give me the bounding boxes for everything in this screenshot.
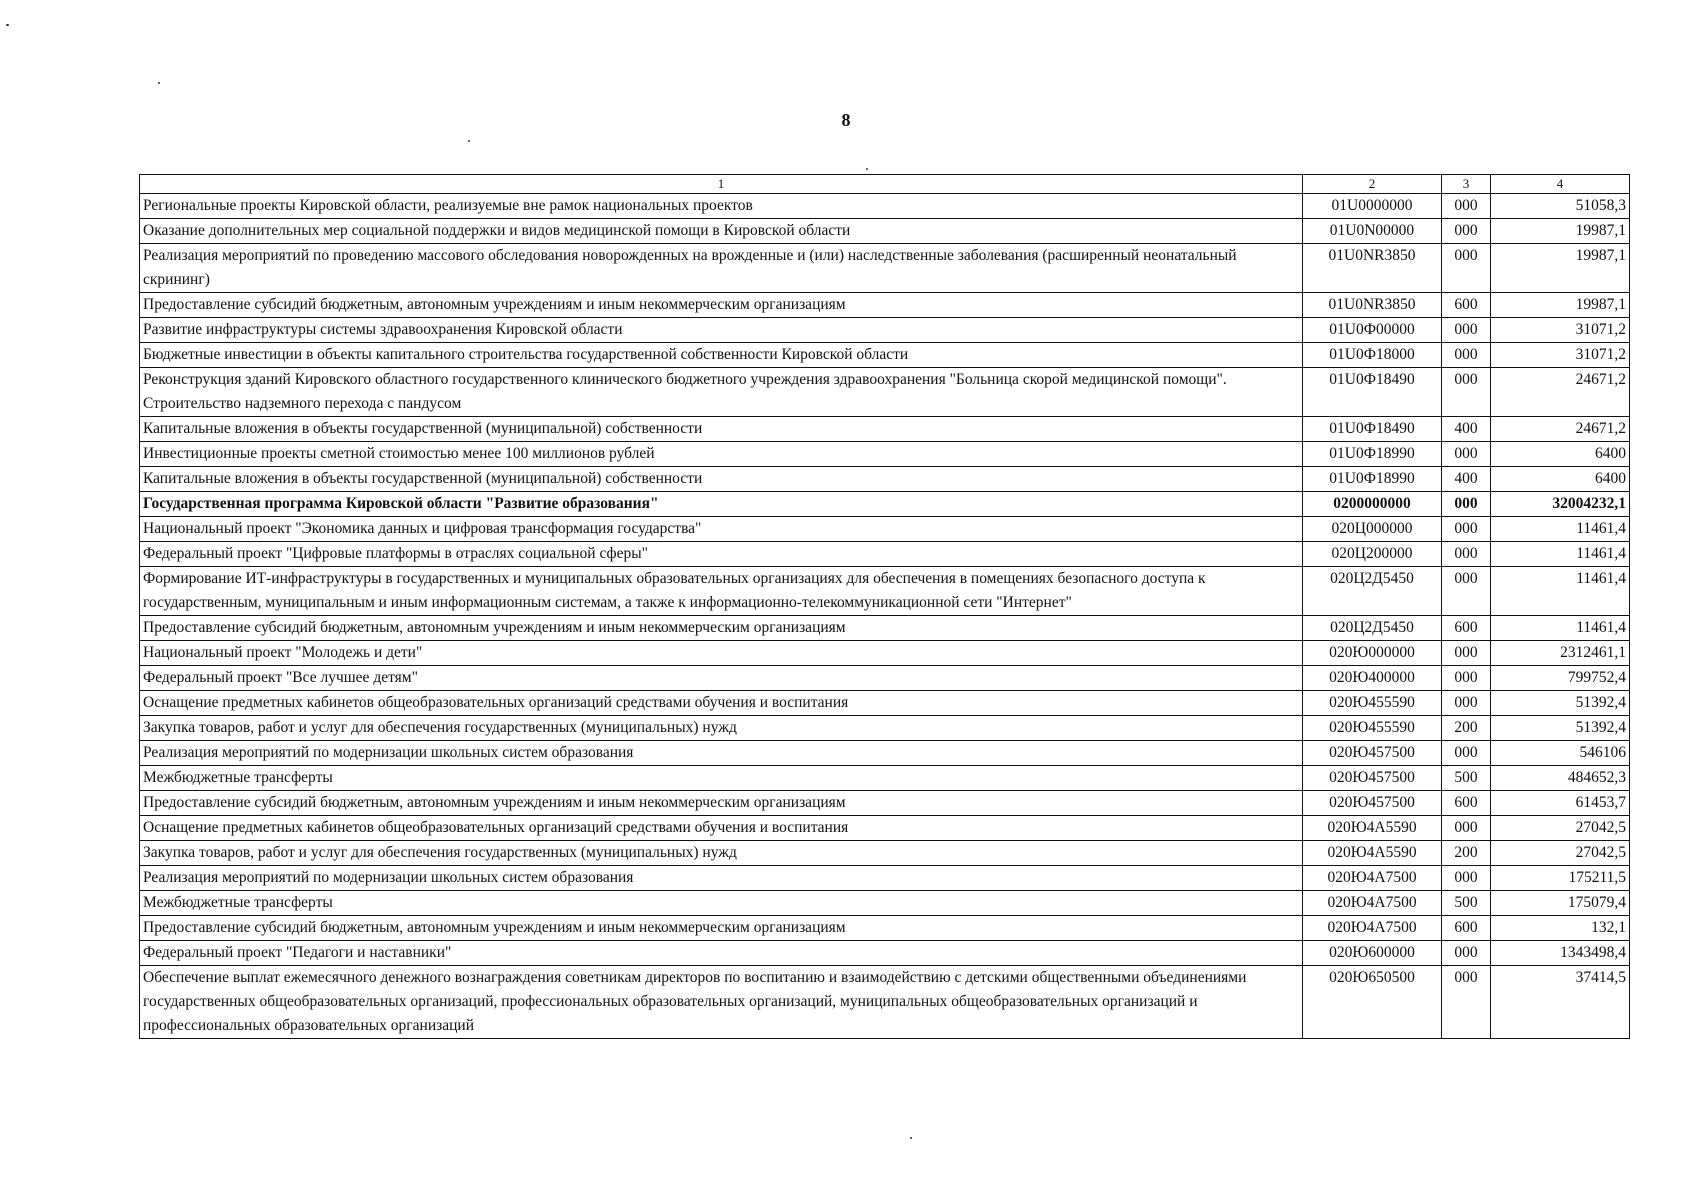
row-sum-cell: 37414,5 [1491, 966, 1630, 1039]
row-kvr-cell: 600 [1442, 916, 1491, 941]
row-code-cell: 020Ц2Д5450 [1303, 567, 1442, 616]
row-name-cell: Обеспечение выплат ежемесячного денежного вознаграждения советникам директоров по воспитанию и взаимодействию с детскими общественными объединениями государственных общеобразовательных организаций, профессиональных образовательных организаций, муниципальных общеобразовательных организаций и профессиональных образовательных организаций [140, 966, 1303, 1039]
row-sum-cell: 6400 [1491, 442, 1630, 467]
row-kvr-cell: 000 [1442, 517, 1491, 542]
row-code-cell: 020Ю600000 [1303, 941, 1442, 966]
row-name-cell: Национальный проект "Экономика данных и цифровая трансформация государства" [140, 517, 1303, 542]
row-kvr-cell: 000 [1442, 442, 1491, 467]
row-kvr-cell: 000 [1442, 567, 1491, 616]
row-code-cell: 020Ю457500 [1303, 791, 1442, 816]
row-sum-cell: 175211,5 [1491, 866, 1630, 891]
row-kvr-cell: 000 [1442, 941, 1491, 966]
row-kvr-cell: 400 [1442, 417, 1491, 442]
scan-speck [910, 1137, 912, 1139]
row-code-cell: 020Ю4А5590 [1303, 841, 1442, 866]
row-code-cell: 01U0Ф18000 [1303, 343, 1442, 368]
row-code-cell: 020Ю455590 [1303, 716, 1442, 741]
row-sum-cell: 19987,1 [1491, 293, 1630, 318]
row-sum-cell: 175079,4 [1491, 891, 1630, 916]
budget-table [139, 174, 1630, 1039]
row-kvr-cell: 000 [1442, 816, 1491, 841]
row-name-cell: Региональные проекты Кировской области, реализуемые вне рамок национальных проектов [140, 194, 1303, 219]
table-row [140, 716, 1630, 741]
row-kvr-cell: 500 [1442, 891, 1491, 916]
row-kvr-cell: 600 [1442, 616, 1491, 641]
table-row [140, 966, 1630, 1039]
table-row [140, 741, 1630, 766]
row-kvr-cell: 000 [1442, 966, 1491, 1039]
table-row [140, 368, 1630, 417]
header-cell-kvr: 3 [1442, 175, 1491, 194]
row-code-cell: 020Ц200000 [1303, 542, 1442, 567]
header-cell-name: 1 [140, 175, 1303, 194]
table-row [140, 318, 1630, 343]
row-code-cell: 020Ю4А5590 [1303, 816, 1442, 841]
scan-speck [468, 140, 470, 142]
row-kvr-cell: 000 [1442, 741, 1491, 766]
row-name-cell: Национальный проект "Молодежь и дети" [140, 641, 1303, 666]
table-row [140, 492, 1630, 517]
table-row [140, 766, 1630, 791]
row-sum-cell: 61453,7 [1491, 791, 1630, 816]
row-kvr-cell: 000 [1442, 194, 1491, 219]
row-sum-cell: 27042,5 [1491, 841, 1630, 866]
table-row [140, 194, 1630, 219]
row-kvr-cell: 000 [1442, 219, 1491, 244]
table-row [140, 866, 1630, 891]
row-sum-cell: 51058,3 [1491, 194, 1630, 219]
row-code-cell: 01U0Ф00000 [1303, 318, 1442, 343]
table-row [140, 219, 1630, 244]
row-sum-cell: 51392,4 [1491, 691, 1630, 716]
table-row [140, 567, 1630, 616]
row-sum-cell: 6400 [1491, 467, 1630, 492]
row-name-cell: Закупка товаров, работ и услуг для обеспечения государственных (муниципальных) нужд [140, 841, 1303, 866]
row-sum-cell: 31071,2 [1491, 343, 1630, 368]
row-kvr-cell: 400 [1442, 467, 1491, 492]
row-name-cell: Реализация мероприятий по проведению массового обследования новорожденных на врожденные и (или) наследственные заболевания (расширенный неонатальный скрининг) [140, 244, 1303, 293]
row-name-cell: Предоставление субсидий бюджетным, автономным учреждениям и иным некоммерческим организациям [140, 616, 1303, 641]
row-kvr-cell: 600 [1442, 293, 1491, 318]
row-kvr-cell: 500 [1442, 766, 1491, 791]
scan-speck [6, 24, 9, 26]
row-sum-cell: 2312461,1 [1491, 641, 1630, 666]
row-code-cell: 01U0N00000 [1303, 219, 1442, 244]
row-kvr-cell: 000 [1442, 542, 1491, 567]
row-name-cell: Закупка товаров, работ и услуг для обеспечения государственных (муниципальных) нужд [140, 716, 1303, 741]
row-kvr-cell: 000 [1442, 368, 1491, 417]
row-code-cell: 020Ю457500 [1303, 766, 1442, 791]
table-row [140, 293, 1630, 318]
row-sum-cell: 11461,4 [1491, 542, 1630, 567]
row-kvr-cell: 000 [1442, 691, 1491, 716]
row-name-cell: Предоставление субсидий бюджетным, автономным учреждениям и иным некоммерческим организациям [140, 791, 1303, 816]
row-code-cell: 020Ю4А7500 [1303, 866, 1442, 891]
row-code-cell: 01U0Ф18490 [1303, 368, 1442, 417]
row-name-cell: Предоставление субсидий бюджетным, автономным учреждениям и иным некоммерческим организациям [140, 916, 1303, 941]
row-sum-cell: 19987,1 [1491, 219, 1630, 244]
row-name-cell: Оснащение предметных кабинетов общеобразовательных организаций средствами обучения и воспитания [140, 691, 1303, 716]
table-row [140, 691, 1630, 716]
row-kvr-cell: 000 [1442, 244, 1491, 293]
row-name-cell: Формирование ИТ-инфраструктуры в государственных и муниципальных образовательных организациях для обеспечения в помещениях безопасного доступа к государственным, муниципальным и иным информационным системам, а также к информационно-телекоммуникационной сети "Интернет" [140, 567, 1303, 616]
row-name-cell: Межбюджетные трансферты [140, 766, 1303, 791]
table-row [140, 916, 1630, 941]
row-code-cell: 020Ю400000 [1303, 666, 1442, 691]
table-row [140, 891, 1630, 916]
header-cell-code: 2 [1303, 175, 1442, 194]
row-name-cell: Инвестиционные проекты сметной стоимостью менее 100 миллионов рублей [140, 442, 1303, 467]
row-name-cell: Развитие инфраструктуры системы здравоохранения Кировской области [140, 318, 1303, 343]
row-kvr-cell: 000 [1442, 666, 1491, 691]
table-row [140, 343, 1630, 368]
row-name-cell: Реализация мероприятий по модернизации школьных систем образования [140, 741, 1303, 766]
row-name-cell: Предоставление субсидий бюджетным, автономным учреждениям и иным некоммерческим организациям [140, 293, 1303, 318]
row-code-cell: 01U0Ф18990 [1303, 442, 1442, 467]
row-code-cell: 020Ю455590 [1303, 691, 1442, 716]
row-kvr-cell: 200 [1442, 716, 1491, 741]
row-name-cell: Бюджетные инвестиции в объекты капитального строительства государственной собственности Кировской области [140, 343, 1303, 368]
table-row [140, 666, 1630, 691]
row-code-cell: 01U0000000 [1303, 194, 1442, 219]
row-sum-cell: 51392,4 [1491, 716, 1630, 741]
row-sum-cell: 484652,3 [1491, 766, 1630, 791]
table-row [140, 517, 1630, 542]
row-sum-cell: 1343498,4 [1491, 941, 1630, 966]
row-kvr-cell: 000 [1442, 318, 1491, 343]
table-row [140, 442, 1630, 467]
row-name-cell: Федеральный проект "Цифровые платформы в отраслях социальной сферы" [140, 542, 1303, 567]
row-code-cell: 0200000000 [1303, 492, 1442, 517]
row-sum-cell: 132,1 [1491, 916, 1630, 941]
row-sum-cell: 11461,4 [1491, 567, 1630, 616]
row-sum-cell: 19987,1 [1491, 244, 1630, 293]
table-row [140, 816, 1630, 841]
row-name-cell: Капитальные вложения в объекты государственной (муниципальной) собственности [140, 467, 1303, 492]
table-body [140, 194, 1630, 1039]
row-sum-cell: 24671,2 [1491, 368, 1630, 417]
table-row [140, 417, 1630, 442]
row-code-cell: 01U0NR3850 [1303, 293, 1442, 318]
table-row [140, 542, 1630, 567]
row-sum-cell: 799752,4 [1491, 666, 1630, 691]
row-kvr-cell: 000 [1442, 866, 1491, 891]
table-row [140, 791, 1630, 816]
row-sum-cell: 11461,4 [1491, 616, 1630, 641]
row-code-cell: 01U0NR3850 [1303, 244, 1442, 293]
row-sum-cell: 27042,5 [1491, 816, 1630, 841]
row-kvr-cell: 000 [1442, 641, 1491, 666]
row-name-cell: Оснащение предметных кабинетов общеобразовательных организаций средствами обучения и воспитания [140, 816, 1303, 841]
row-code-cell: 020Ю457500 [1303, 741, 1442, 766]
row-sum-cell: 31071,2 [1491, 318, 1630, 343]
row-code-cell: 020Ю4А7500 [1303, 891, 1442, 916]
row-sum-cell: 32004232,1 [1491, 492, 1630, 517]
table-header-row [140, 175, 1630, 194]
row-kvr-cell: 200 [1442, 841, 1491, 866]
row-code-cell: 020Ю4А7500 [1303, 916, 1442, 941]
row-code-cell: 01U0Ф18990 [1303, 467, 1442, 492]
row-name-cell: Федеральный проект "Педагоги и наставники" [140, 941, 1303, 966]
row-name-cell: Межбюджетные трансферты [140, 891, 1303, 916]
row-code-cell: 01U0Ф18490 [1303, 417, 1442, 442]
table-row [140, 641, 1630, 666]
scan-speck [158, 82, 160, 84]
table-row [140, 616, 1630, 641]
row-sum-cell: 11461,4 [1491, 517, 1630, 542]
row-code-cell: 020Ц000000 [1303, 517, 1442, 542]
row-kvr-cell: 000 [1442, 343, 1491, 368]
table-row [140, 244, 1630, 293]
row-name-cell: Реконструкция зданий Кировского областного государственного клинического бюджетного учреждения здравоохранения "Больница скорой медицинской помощи". Строительство надземного перехода с пандусом [140, 368, 1303, 417]
row-name-cell: Оказание дополнительных мер социальной поддержки и видов медицинской помощи в Кировской области [140, 219, 1303, 244]
row-code-cell: 020Ю650500 [1303, 966, 1442, 1039]
table-row [140, 467, 1630, 492]
header-cell-sum: 4 [1491, 175, 1630, 194]
row-sum-cell: 546106 [1491, 741, 1630, 766]
row-code-cell: 020Ц2Д5450 [1303, 616, 1442, 641]
row-name-cell: Федеральный проект "Все лучшее детям" [140, 666, 1303, 691]
table-row [140, 941, 1630, 966]
table-row [140, 841, 1630, 866]
row-kvr-cell: 000 [1442, 492, 1491, 517]
row-name-cell: Государственная программа Кировской области "Развитие образования" [140, 492, 1303, 517]
row-name-cell: Капитальные вложения в объекты государственной (муниципальной) собственности [140, 417, 1303, 442]
row-sum-cell: 24671,2 [1491, 417, 1630, 442]
page-number: 8 [841, 110, 851, 130]
row-code-cell: 020Ю000000 [1303, 641, 1442, 666]
scan-speck [866, 168, 868, 170]
row-kvr-cell: 600 [1442, 791, 1491, 816]
row-name-cell: Реализация мероприятий по модернизации школьных систем образования [140, 866, 1303, 891]
